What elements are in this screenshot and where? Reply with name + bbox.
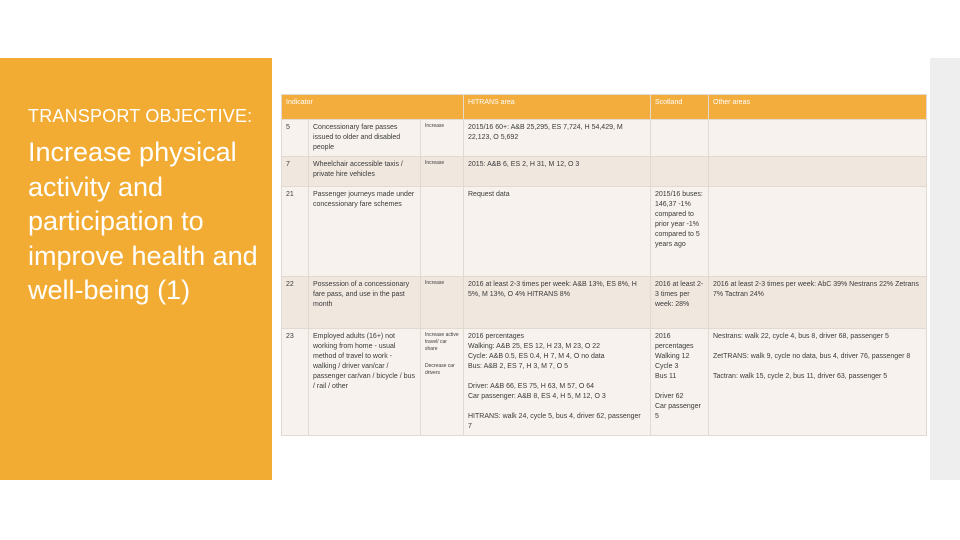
scotland-line: Car passenger 5 — [655, 403, 701, 420]
row-other — [709, 157, 927, 187]
row-indicator: Employed adults (16+) not working from home - usual method of travel to work - walking / driver van/car / passenger car/van / bicycle / bus / rail / other — [309, 329, 421, 436]
row-other: 2016 at least 2-3 times per week: AbC 39% Nestrans 22% Zetrans 7% Tactran 24% — [709, 277, 927, 329]
row-hitrans: 2016 at least 2-3 times per week: A&B 13%, ES 8%, H 5%, M 13%, O 4% HITRANS 8% — [464, 277, 651, 329]
table-row — [282, 120, 927, 157]
other-line: ZetTRANS: walk 9, cycle no data, bus 4, driver 76, passenger 8 — [713, 353, 911, 360]
hitrans-line: Cycle: A&B 0.5, ES 0.4, H 7, M 4, O no data — [468, 353, 605, 360]
scrollbar-track[interactable] — [930, 58, 960, 480]
hitrans-line: HITRANS: walk 24, cycle 5, bus 4, driver 62, passenger 7 — [468, 413, 641, 430]
row-indicator: Passenger journeys made under concessionary fare schemes — [309, 187, 421, 277]
hitrans-line: Driver: A&B 66, ES 75, H 63, M 57, O 64 — [468, 383, 595, 390]
objective-label: TRANSPORT OBJECTIVE: — [28, 106, 253, 126]
row-indicator: Concessionary fare passes issued to older and disabled people — [309, 120, 421, 157]
row-number: 23 — [282, 329, 309, 436]
table-row — [282, 187, 927, 277]
header-other: Other areas — [709, 95, 927, 120]
row-hitrans: 2015: A&B 6, ES 2, H 31, M 12, O 3 — [464, 157, 651, 187]
other-line: Nestrans: walk 22, cycle 4, bus 8, driver 68, passenger 5 — [713, 333, 889, 340]
row-scotland — [651, 120, 709, 157]
row-trend: Increase — [421, 120, 464, 157]
row-other — [709, 187, 927, 277]
row-other — [709, 329, 927, 436]
slide — [0, 58, 930, 480]
table-row — [282, 157, 927, 187]
header-hitrans: HITRANS area — [464, 95, 651, 120]
table-header-row — [282, 95, 927, 120]
row-hitrans: Request data — [464, 187, 651, 277]
hitrans-line: Walking: A&B 25, ES 12, H 23, M 23, O 22 — [468, 343, 601, 350]
hitrans-line: Bus: A&B 2, ES 7, H 3, M 7, O 5 — [468, 363, 568, 370]
scotland-line: 2016 percentages — [655, 333, 694, 350]
row-other — [709, 120, 927, 157]
objective-heading — [28, 104, 268, 308]
row-hitrans — [464, 329, 651, 436]
scotland-line: Driver 62 — [655, 393, 684, 400]
row-indicator: Possession of a concessionary fare pass, and use in the past month — [309, 277, 421, 329]
trend-line: Increase active travel/ car share — [425, 332, 459, 352]
row-hitrans: 2015/16 60+: A&B 25,295, ES 7,724, H 54,429, M 22,123, O 5,692 — [464, 120, 651, 157]
row-number: 22 — [282, 277, 309, 329]
scotland-line: Walking 12 — [655, 353, 690, 360]
row-scotland: 2015/16 buses: 146,37 -1% compared to prior year -1% compared to 5 years ago — [651, 187, 709, 277]
scotland-line: Cycle 3 — [655, 363, 679, 370]
scotland-line: Bus 11 — [655, 373, 677, 380]
row-trend — [421, 329, 464, 436]
hitrans-line: Car passenger: A&B 8, ES 4, H 5, M 12, O 3 — [468, 393, 606, 400]
vertical-scrollbar[interactable] — [930, 58, 960, 480]
indicator-table — [281, 94, 927, 436]
objective-panel — [0, 58, 272, 480]
row-scotland — [651, 329, 709, 436]
row-indicator: Wheelchair accessible taxis / private hire vehicles — [309, 157, 421, 187]
row-scotland — [651, 157, 709, 187]
other-line: Tactran: walk 15, cycle 2, bus 11, driver 63, passenger 5 — [713, 373, 888, 380]
objective-title: Increase physical activity and participation to improve health and well-being (1) — [28, 137, 258, 305]
header-scotland: Scotland — [651, 95, 709, 120]
row-trend: Increase — [421, 277, 464, 329]
table-row — [282, 329, 927, 436]
table-row — [282, 277, 927, 329]
row-number: 21 — [282, 187, 309, 277]
row-number: 5 — [282, 120, 309, 157]
header-indicator: Indicator — [282, 95, 464, 120]
row-number: 7 — [282, 157, 309, 187]
row-trend: Increase — [421, 157, 464, 187]
row-trend — [421, 187, 464, 277]
hitrans-line: 2016 percentages — [468, 333, 525, 340]
trend-line: Decrease car drivers — [425, 363, 455, 376]
row-scotland: 2016 at least 2-3 times per week: 28% — [651, 277, 709, 329]
